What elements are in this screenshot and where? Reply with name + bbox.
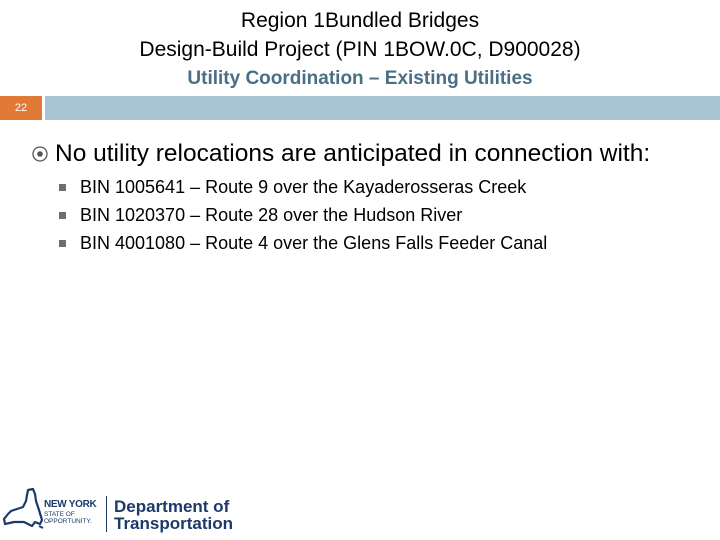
main-bullet: [30, 139, 650, 169]
slide-title-line-1: Region 1Bundled Bridges: [240, 9, 480, 32]
nysdot-logo: [0, 482, 250, 540]
slide-subtitle: Utility Coordination – Existing Utilities: [187, 68, 533, 89]
list-item: [59, 201, 547, 229]
circled-dot-icon: [30, 144, 50, 164]
slide-number: 22: [14, 102, 28, 114]
new-york-state-outline-icon: [2, 486, 44, 538]
list-item-text: BIN 1020370 – Route 28 over the Hudson River: [80, 204, 463, 225]
list-item: [59, 229, 547, 257]
logo-state-line-3: OPPORTUNITY.: [44, 518, 92, 525]
list-item: [59, 173, 547, 201]
square-bullet-icon: [59, 184, 66, 191]
header-bar: [45, 96, 720, 120]
logo-department-line-2: Transportation: [114, 514, 234, 533]
slide-number-band: [0, 96, 720, 120]
logo-state-line-2: STATE OF: [44, 511, 75, 518]
list-item-text: BIN 1005641 – Route 9 over the Kayaderosseras Creek: [80, 176, 527, 197]
sub-bullet-list: [59, 173, 547, 257]
logo-state-name: NEW YORK: [44, 499, 97, 510]
square-bullet-icon: [59, 240, 66, 247]
main-bullet-text: No utility relocations are anticipated in connection with:: [55, 140, 651, 167]
logo-divider: [106, 496, 107, 532]
square-bullet-icon: [59, 212, 66, 219]
slide-title-line-2: Design-Build Project (PIN 1BOW.0C, D900028): [139, 38, 581, 61]
list-item-text: BIN 4001080 – Route 4 over the Glens Falls Feeder Canal: [80, 232, 548, 253]
logo-department-line-1: Department of: [114, 497, 230, 516]
